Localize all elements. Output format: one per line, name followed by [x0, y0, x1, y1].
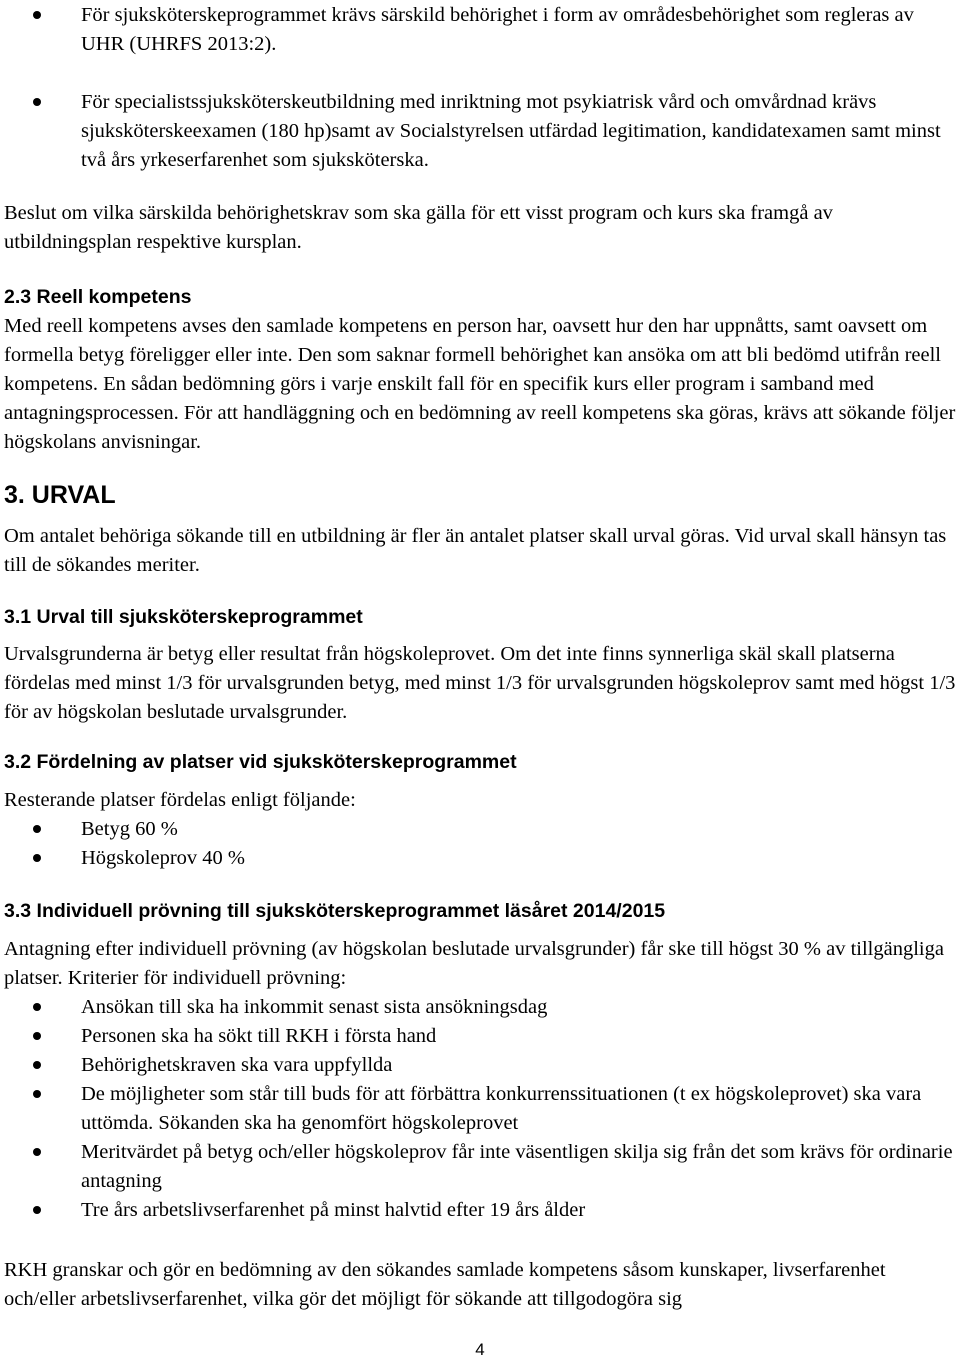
bullet-icon: [33, 1032, 41, 1040]
bullet-icon: [33, 11, 41, 19]
list-item-text: Behörighetskraven ska vara uppfyllda: [81, 1054, 393, 1076]
bullet-icon: [33, 1148, 41, 1156]
list-item: [4, 815, 956, 844]
list-item-text: För specialistssjuksköterskeutbildning med inriktning mot psykiatrisk vård och omvårdnad krävs sjuksköterskeexamen (180 hp)samt av Socialstyrelsen utfärdad legitimation, kandidatexamen samt minst två års yrkeserfarenhet som sjuksköterska.: [81, 91, 941, 171]
section-3-3-text: Antagning efter individuell prövning (av högskolan beslutade urvalsgrunder) får ske till högst 30 % av tillgängliga platser. Kriterier för individuell prövning:: [4, 938, 944, 989]
list-item-text: Personen ska ha sökt till RKH i första hand: [81, 1025, 437, 1047]
section-3-3-heading: 3.3 Individuell prövning till sjuksköterskeprogrammet läsåret 2014/2015: [4, 900, 666, 922]
bullet-icon: [33, 1003, 41, 1011]
list-item-text: Meritvärdet på betyg och/eller högskoleprov får inte väsentligen skilja sig från det som krävs för ordinarie antagning: [81, 1141, 953, 1192]
bullet-icon: [33, 98, 41, 106]
intro-bullet-list: [4, 1, 956, 175]
list-item-text: Tre års arbetslivserfarenhet på minst halvtid efter 19 års ålder: [81, 1199, 586, 1221]
criteria-bullet-list: [4, 993, 956, 1225]
list-item-text: För sjuksköterskeprogrammet krävs särskild behörighet i form av områdesbehörighet som regleras av UHR (UHRFS 2013:2).: [81, 4, 914, 55]
bullet-icon: [33, 1090, 41, 1098]
bullet-icon: [33, 1206, 41, 1214]
list-item: [4, 844, 956, 873]
section-3-2-intro: Resterande platser fördelas enligt följande:: [4, 789, 356, 811]
section-3-1-heading: 3.1 Urval till sjuksköterskeprogrammet: [4, 606, 363, 628]
list-item: [4, 1080, 956, 1138]
section-3-1-text: Urvalsgrunderna är betyg eller resultat från högskoleprovet. Om det inte finns synnerliga skäl skall platserna fördelas med minst 1/3 för urvalsgrunden betyg, med minst 1/3 för urvalsgrunden högskoleprov samt med högst 1/3 för av högskolan beslutade urvalsgrunder.: [4, 643, 956, 723]
list-item: [4, 1196, 956, 1225]
section-3-3-closing: RKH granskar och gör en bedömning av den sökandes samlade kompetens såsom kunskaper, livserfarenhet och/eller arbetslivserfarenhet, vilka gör det möjligt för sökande att tillgodogöra sig: [4, 1259, 886, 1310]
section-3-2-heading: 3.2 Fördelning av platser vid sjuksköterskeprogrammet: [4, 751, 517, 773]
list-item: [4, 1022, 956, 1051]
page-number: 4: [475, 1340, 485, 1359]
list-item: [4, 1051, 956, 1080]
bullet-icon: [33, 854, 41, 862]
list-item: [4, 1138, 956, 1196]
list-item: [4, 1, 956, 59]
section-3-heading: 3. URVAL: [4, 481, 116, 509]
section-2-3-text: Med reell kompetens avses den samlade kompetens en person har, oavsett hur den har uppnåtts, samt oavsett om formella betyg föreligger eller inte. Den som saknar formell behörighet kan ansöka om att bli bedömd utifrån reell kompetens. En sådan bedömning görs i varje enskilt fall för en specifik kurs eller program i samband med antagningsprocessen. För att handläggning och en bedömning av reell kompetens ska göras, krävs att sökande följer högskolans anvisningar.: [4, 315, 956, 453]
bullet-icon: [33, 825, 41, 833]
section-3-text: Om antalet behöriga sökande till en utbildning är fler än antalet platser skall urval göras. Vid urval skall hänsyn tas till de sökandes meriter.: [4, 525, 947, 576]
bullet-icon: [33, 1061, 41, 1069]
list-item: [4, 88, 956, 175]
list-item: [4, 993, 956, 1022]
list-item-text: Högskoleprov 40 %: [81, 847, 245, 869]
list-item-text: Betyg 60 %: [81, 818, 178, 840]
distribution-bullet-list: [4, 815, 956, 873]
section-2-3-heading: 2.3 Reell kompetens: [4, 286, 192, 308]
list-item-text: Ansökan till ska ha inkommit senast sista ansökningsdag: [81, 996, 548, 1018]
list-item-text: De möjligheter som står till buds för att förbättra konkurrenssituationen (t ex högskoleprovet) ska vara uttömda. Sökanden ska ha genomfört högskoleprovet: [81, 1083, 922, 1134]
decision-paragraph: Beslut om vilka särskilda behörighetskrav som ska gälla för ett visst program och kurs ska framgå av utbildningsplan respektive kursplan.: [4, 202, 833, 253]
